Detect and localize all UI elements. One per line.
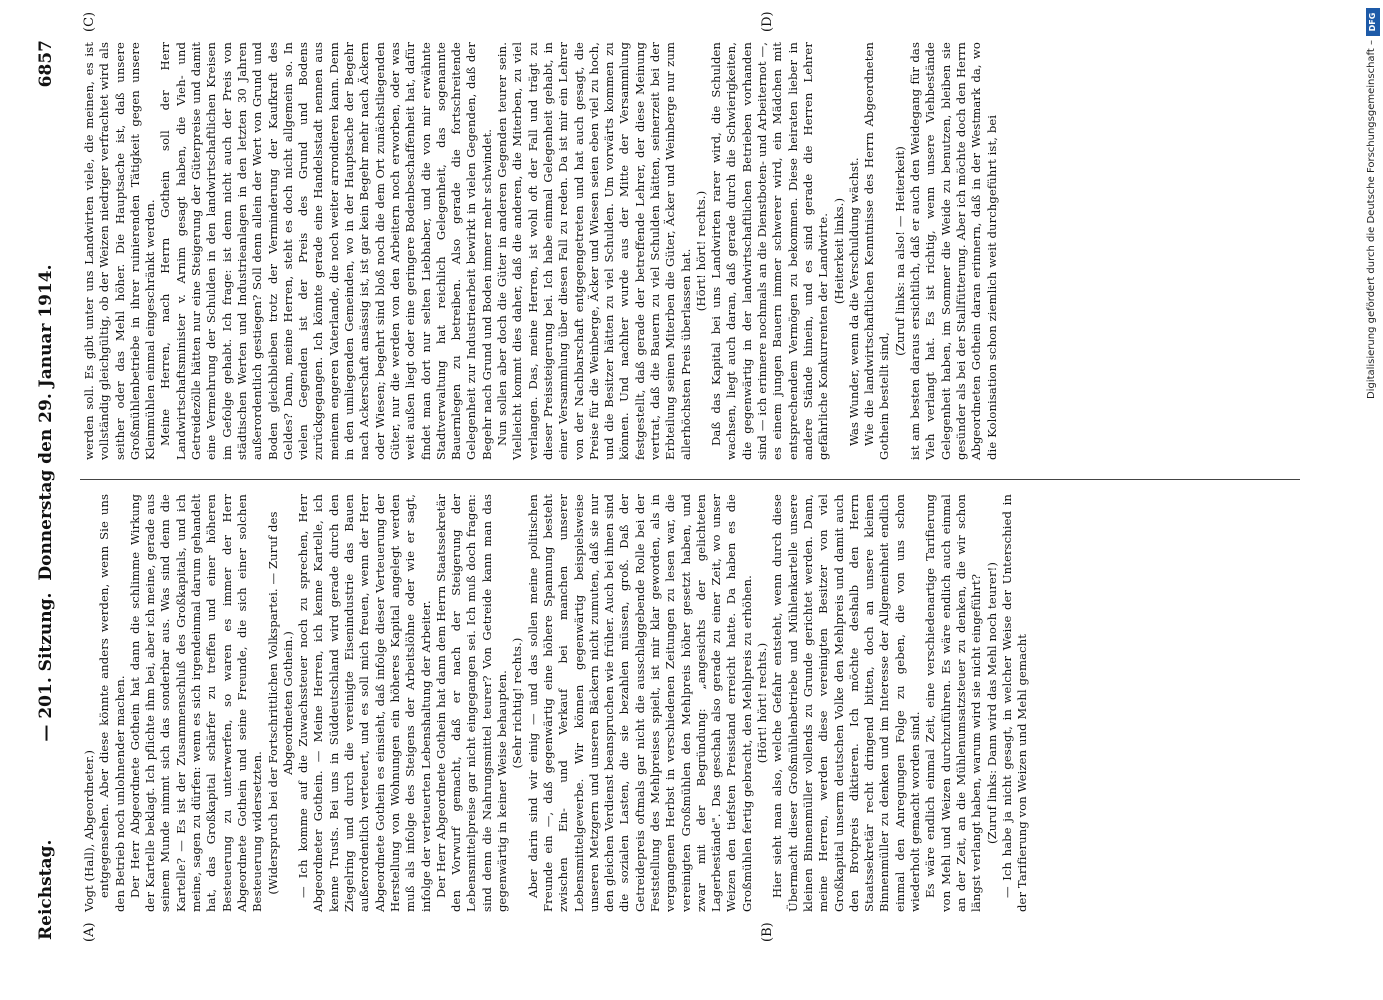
paragraph: werden soll. Es gibt unter uns Landwirten viele, die meinen, es ist vollständig gleichgültig, ob der Weizen niedriger verfrachtet wird als seither oder das Mehl höher. Die Hauptsache ist, daß unsere Großmühlenbetriebe in ihrer ruinierenden Tätigkeit gegen unsere Kleinmühlen einmal eingeschränkt werden. [82, 42, 158, 460]
interjection: (Widerspruch bei der Fortschrittlichen Volkspartei. — Zuruf des Abgeordneten Gothein.) [265, 511, 295, 895]
digitization-footer [1362, 0, 1382, 1000]
column-divider [80, 479, 1300, 480]
header-title: Reichstag. [36, 839, 56, 940]
header-session: — 201. Sitzung. [36, 592, 56, 742]
paragraph: Wie die landwirtschaftlichen Kenntnisse des Herrn Abgeordneten Gothein bestellt sind, [862, 42, 892, 460]
paragraph: entgegensehen. Aber diese könnte anders werden, wenn Sie uns den Betrieb noch unlohnender machen. [97, 494, 127, 912]
paragraph: Nun sollen aber doch die Güter in anderen Gegenden teurer sein. Vielleicht kommt dies daher, daß die anderen, die Miterben, zu viel verlangen. Das, meine Herren, ist wohl oft der Fall und trägt zu dieser Preissteigerung bei. Ich habe einmal Gelegenheit gehabt, in einer Versammlung über diesen Fall zu reden. Da ist mir ein Lehrer von der Nachbarschaft entgegengetreten und hat auch gesagt, die Preise für die Weinberge, Äcker und Wiesen seien eben viel zu hoch, und die Besitzer hätten zu viel Schulden. Um vorwärts kommen zu können. Und nachher wurde aus der Mitte der Versammlung festgestellt, daß gerade der betreffende Lehrer, der diese Meinung vertrat, daß die Bauern zu viel Schulden hätten, seinerzeit bei der Erbteilung seinen Miterben die Güter, Äcker und Weinberge nur zum allerhöchsten Preis überlassen hat. [495, 42, 693, 460]
paragraph: Es wäre endlich einmal Zeit, eine verschiedenartige Tarifierung von Mehl und Weizen durchzuführen. Es wäre endlich auch einmal an der Zeit, an die Mühlenumsatzsteuer zu denken, die wir schon längst verlangt haben, warum wird sie nicht eingeführt? [923, 494, 984, 912]
paragraph: Was Wunder, wenn da die Verschuldung wächst. [846, 157, 861, 446]
digitization-credit: Digitalisierung gefördert durch die Deutsche Forschungsgemeinschaft – [1366, 40, 1377, 400]
margin-marker-c: (C) [82, 11, 97, 32]
interjection: (Hört! hört! rechts.) [693, 190, 708, 312]
paragraph: Daß das Kapital bei uns Landwirten rarer wird, die Schulden wachsen, liegt auch daran, daß gerade durch die Schwierigkeiten, die gegenwärtig in der landwirtschaftlichen Betrieben vorhanden sind — ich erinnere nochmals an die Dienstboten- und Arbeiternot —, es einem jungen Bauern immer schwerer wird, ein Mädchen mit entsprechendem Vermögen zu bekommen. Diese heiraten lieber in andere Stände hinein, und es sind gerade die Herren Lehrer gefährliche Konkurrenten der Landwirte. [709, 42, 831, 460]
interjection: (Sehr richtig! rechts.) [510, 637, 525, 769]
margin-marker-b: (B) [760, 922, 775, 942]
paragraph: — Ich habe ja nicht gesagt, in welcher Weise der Unterschied in der Tarifierung von Weizen und Mehl gemacht [999, 494, 1030, 912]
interjection: (Zuruf links: na also! — Heiterkeit) [892, 146, 907, 356]
interjection: (Zuruf links: Dann wird das Mehl noch teurer!) [984, 562, 999, 844]
paragraph: Vogt (Hall), Abgeordneter.) [82, 750, 96, 912]
right-column [82, 42, 1000, 460]
paragraph: Hier sieht man also, welche Gefahr entsteht, wenn durch diese Übermacht dieser Großmühlenbetriebe und Mühlenkartelle unsere kleinen Binnenmüller vollends zu Grunde gerichtet werden. Dann, meine Herren, werden diese vereinigten Besitzer von viel Großkapital unserm deutschen Volke den Mehlpreis und damit auch den Brotpreis diktieren. Ich möchte deshalb den Herrn Staatssekretär recht dringend bitten, doch an unsere kleinen Binnenmüller zu denken und im Interesse der Allgemeinheit endlich einmal den Anregungen Folge zu geben, die von uns schon wiederholt gemacht worden sind. [770, 494, 923, 912]
margin-marker-d: (D) [760, 11, 775, 32]
paragraph: Der Herr Abgeordnete Gothein hat dann dem Herrn Staatssekretär den Vorwurf gemacht, daß er nach der Steigerung der Lebensmittelpreise gar nicht eingegangen sei. Ich muß doch fragen: sind denn die Nahrungsmittel teurer? Von Getreide kann man das gegenwärtig in keiner Weise behaupten. [433, 494, 510, 912]
header-session-date [36, 0, 56, 1000]
dfg-logo-icon [1366, 8, 1380, 36]
margin-marker-a: (A) [82, 922, 97, 942]
page-header [30, 0, 64, 1000]
paragraph: Aber darin sind wir einig — und das sollen meine politischen Freunde ein —, daß gegenwärtig eine höhere Spannung besteht zwischen Ein- und Verkauf bei manchen unserer Lebensmittelgewerbe. Wir können gegenwärtig beispielsweise unseren Metzgern und unseren Bäckern nicht zumuten, daß sie nur den gleichen Verdienst beanspruchen wie früher. Auch bei ihnen sind die sozialen Lasten, die sie bezahlen müssen, groß. Daß der Getreidepreis oftmals gar nicht die ausschlaggebende Rolle bei der Feststellung des Mehlpreises spielt, ist mir klar geworden, als in vergangenen Herbst in verschiedenen Zeitungen zu lesen war, die vereinigten Großmühlen den Mehlpreis höher gesetzt haben, und zwar mit der Begründung: „angesichts der gelichteten Lagerbestände". Das geschah also gerade zu einer Zeit, wo unser Weizen den tiefsten Preisstand erreicht hatte. Da haben es die Großmühlen fertig gebracht, den Mehlpreis zu erhöhen. [525, 494, 754, 912]
paragraph: Meine Herren, nach Herrn Gothein soll der Herr Landwirtschaftsminister v. Arnim gesagt haben, die Vieh- und Getreidezölle hätten nur eine Steigerung der Güterpreise und damit eine Vermehrung der Schulden in den landwirtschaftlichen Kreisen im Gefolge gehabt. Ich frage: ist denn nicht auch der Preis von städtischen Werten und Industrieanlagen in den letzten 30 Jahren außerordentlich gestiegen? Soll denn allein der Wert von Grund und Boden gleichbleiben trotz der Verminderung der Kaufkraft des Geldes? Dann, meine Herren, steht es doch nicht allgemein so. In vielen Gegenden ist der Preis des Grund und Bodens zurückgegangen. Ich könnte gerade eine Handelsstadt nennen aus meinem engeren Vaterlande, die noch weiter arrondieren kann. Denn in den umliegenden Gemeinden, wo in der Hauptsache der Begehr nach Ackerschaft ansässig ist, ist gar kein Begehr mehr nach Äckern oder Wiesen; begehrt sind bloß noch die dem Ort zunächstliegenden Güter, nur die werden von den Arbeitern noch erworben, oder was weit außen liegt oder eine geringere Bodenbeschaffenheit hat, dafür findet man dort nur selten Liebhaber, und die von mir erwähnte Stadtverwaltung hat reichlich Gelegenheit, das sogenannte Bauernlegen zu betreiben. Also gerade die fortschreitende Gelegenheit zur Industriearbeit bewirkt in vielen Gegenden, daß der Begehr nach Grund und Boden immer mehr schwindet. [158, 42, 494, 460]
dfg-logo-text: DFG [1368, 12, 1377, 32]
header-date: Donnerstag den 29. Januar 1914. [36, 264, 56, 581]
left-column [82, 494, 1030, 912]
paragraph: Der Herr Abgeordnete Gothein hat dann die schlimme Wirkung der Kartelle beklagt. Ich pflichte ihm bei, aber ich meine, gerade aus seinem Munde nimmt sich das sonderbar aus. Was sind denn die Kartelle? — Es ist der Zusammenschluß des Großkapitals, und ich meine, sagen zu dürfen: wenn es sich irgendeinmal darum gehandelt hat, das Großkapital schärfer zu treffen und einer höheren Besteuerung zu unterwerfen, so waren es immer der Herr Abgeordnete Gothein und seine Freunde, die sich einer solchen Besteuerung widersetzten. [127, 494, 265, 912]
interjection: (Hört! hört! rechts.) [755, 642, 770, 764]
page-number: 6857 [36, 40, 56, 88]
interjection: (Heiterkeit links.) [831, 197, 846, 305]
paragraph: — Ich komme auf die Zuwachssteuer noch zu sprechen, Herr Abgeordneter Gothein. — Meine Herren, ich kenne Kartelle, ich kenne Trusts. Bei uns in Süddeutschland wird gerade durch den Ziegelring und durch die vereinigte Eisenindustrie das Bauen außerordentlich verteuert, und es soll mich freuen, wenn der Herr Abgeordnete Gothein es einsieht, daß infolge dieser Verteuerung der Herstellung von Wohnungen ein höheres Kapital angelegt werden muß als infolge des Steigens der Arbeitslöhne oder wie er sagt, infolge der verteuerten Lebenshaltung der Arbeiter. [296, 494, 433, 912]
paragraph: ist am besten daraus ersichtlich, daß er auch den Weidegang für das Vieh verlangt hat. Es ist richtig, wenn unsere Viehbestände Gelegenheit haben, im Sommer die Weide zu benutzen, bleiben sie gesünder als bei der Stallfütterung. Aber ich möchte doch den Herrn Abgeordneten Gothein daran erinnern, daß in der Westmark da, wo die Kolonisation schon ziemlich weit durchgeführt ist, bei [908, 42, 999, 460]
